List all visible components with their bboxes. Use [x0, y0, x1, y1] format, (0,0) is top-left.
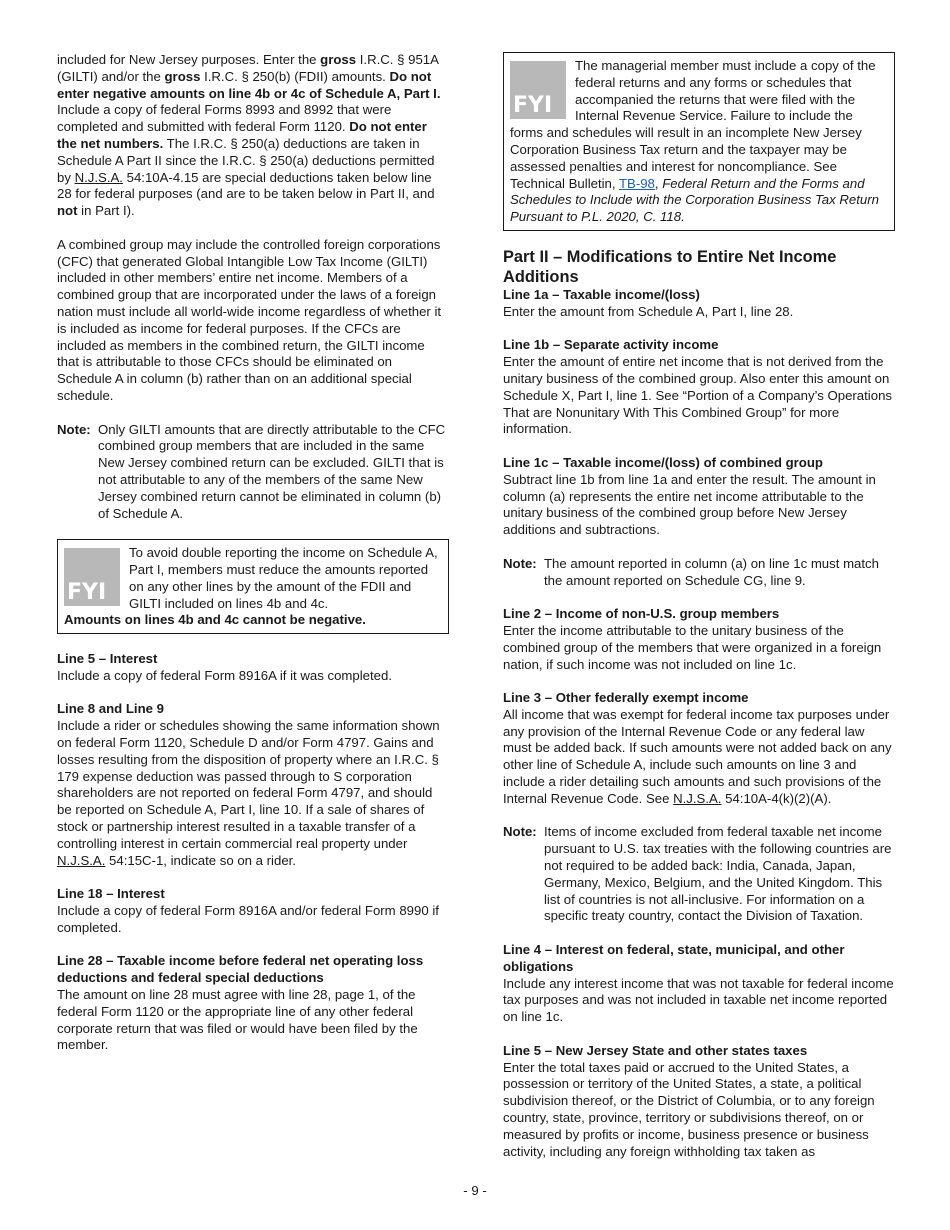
section-line-3 — [503, 690, 895, 808]
section-heading: Line 2 – Income of non-U.S. group members — [503, 606, 780, 622]
note-label: Note: — [503, 824, 537, 840]
note-label: Note: — [503, 555, 537, 571]
section-line-18-interest — [57, 886, 449, 936]
tb-98-link[interactable]: TB-98 — [618, 175, 655, 191]
fyi-box-federal-returns — [503, 52, 895, 231]
fyi-text: To avoid double reporting the income on Schedule A, Part I, members must reduce the amounts reported on any other lines by the amount of the FDII and GILTI included on lines 4b and 4c. — [129, 545, 438, 611]
section-text: Include any interest income that was not taxable for federal income tax purposes and was not included in taxable net income reported on line 1c. — [503, 975, 894, 1025]
section-line-28 — [57, 953, 449, 1054]
fyi-icon: FYI — [510, 61, 566, 119]
section-heading: Line 28 – Taxable income before federal net operating loss deductions and federal special deductions — [57, 953, 424, 986]
section-text: Include a copy of federal Form 8916A and/or federal Form 8990 if completed. — [57, 903, 439, 935]
section-heading: Line 4 – Interest on federal, state, municipal, and other obligations — [503, 942, 845, 974]
combined-group-cfc-paragraph: A combined group may include the controlled foreign corporations (CFC) that generated Global Intangible Low Tax Income (GILTI) included in other members’ entire net income. Members of a combined group that are incorporated under the laws of a foreign nation must include all world-wide income regardless of whether it is included as income for federal purposes. If the CFCs are included as members in the combined return, the GILTI income that is attributable to those CFCs should be eliminated on Schedule A in column (b) rather than on an additional special schedule. — [57, 236, 442, 403]
fyi-box-double-reporting — [57, 539, 449, 634]
section-line-4 — [503, 942, 895, 1026]
section-line-2 — [503, 606, 895, 673]
section-text: All income that was exempt for federal income tax purposes under any provision of the Internal Revenue Code or any federal law must be added back. If such amounts were not added back on any other line of Schedule A, include such amounts on line 3 and include a rider detailing such amounts and such provisions of the Internal Revenue Code. See N.J.S.A. 54:10A-4(k)(2)(A). — [503, 706, 892, 806]
part-2-subtitle: Additions — [503, 267, 579, 286]
section-line-1b — [503, 337, 895, 438]
section-text: The amount on line 28 must agree with line 28, page 1, of the federal Form 1120 or the appropriate line of any other federal corporate return that was filed or would have been filed by the member. — [57, 987, 418, 1053]
gilti-note — [57, 422, 449, 523]
section-text: Include a rider or schedules showing the same information shown on federal Form 1120, Schedule D and/or Form 4797. Gains and losses resulting from the disposition of property where an I.R.C. § 179 expense deduction was passed through to S corporation shareholders are not reported on federal Form 4797, and should be reported on Schedule A, Part I, line 10. If a sale of shares of stock or partnership interest resulted in a taxable transfer of a controlling interest in certain commercial real property under N.J.S.A. 54:15C-1, indicate so on a rider. — [57, 718, 440, 868]
section-text: Enter the amount from Schedule A, Part I, line 28. — [503, 303, 794, 319]
section-text: Enter the income attributable to the unitary business of the combined group of the members that were organized in a foreign nation, if such income was not included on line 1c. — [503, 622, 882, 672]
section-heading: Line 5 – Interest — [57, 651, 158, 667]
fyi-bold-text: Amounts on lines 4b and 4c cannot be negative. — [64, 612, 366, 628]
section-line-5-interest — [57, 651, 449, 685]
line-1c-note — [503, 556, 895, 590]
section-text: Include a copy of federal Form 8916A if it was completed. — [57, 667, 392, 683]
section-text: Subtract line 1b from line 1a and enter the result. The amount in column (a) represents the entire net income attributable to the unitary business of the combined group before New Jersey additions and subtractions. — [503, 471, 876, 538]
right-column — [503, 52, 895, 1177]
section-line-1c — [503, 455, 895, 539]
note-text: The amount reported in column (a) on line 1c must match the amount reported on Schedule CG, line 9. — [544, 555, 879, 588]
section-heading: Line 1c – Taxable income/(loss) of combined group — [503, 454, 823, 470]
section-text: Enter the total taxes paid or accrued to the United States, a possession or territory of the United States, a state, a political subdivision thereof, or the District of Columbia, or to any foreign country, state, province, territory or subdivisions thereof, on or measured by profits or income, business presence or business activity, including any foreign withholding tax taken as — [503, 1059, 875, 1159]
section-heading: Line 8 and Line 9 — [57, 701, 164, 717]
treaty-note — [503, 824, 895, 925]
note-label: Note: — [57, 421, 91, 437]
part-2-title: Part II – Modifications to Entire Net Income — [503, 247, 837, 266]
section-heading: Line 1b – Separate activity income — [503, 337, 719, 353]
page-number: - 9 - — [463, 1183, 487, 1198]
section-heading: Line 5 – New Jersey State and other states taxes — [503, 1042, 808, 1058]
section-line-8-9 — [57, 701, 449, 869]
gilti-fdii-paragraph: included for New Jersey purposes. Enter the gross I.R.C. § 951A (GILTI) and/or the gross I.R.C. § 250(b) (FDII) amounts. Do not enter negative amounts on line 4b or 4c of Schedule A, Part I. Include a copy of federal Forms 8993 and 8992 that were completed and submitted with federal Form 1120. Do not enter the net numbers. The I.R.C. § 250(a) deductions are taken in Schedule A Part II since the I.R.C. § 250(a) deductions permitted by N.J.S.A. 54:10A-4.15 are special deductions taken below line 28 for federal purposes (and are to be taken below in Part II, and not in Part I). — [57, 52, 441, 219]
section-line-5-taxes — [503, 1043, 895, 1161]
fyi-icon: FYI — [64, 548, 120, 606]
section-heading: Line 3 – Other federally exempt income — [503, 690, 749, 706]
left-column — [57, 52, 449, 1071]
section-heading: Line 1a – Taxable income/(loss) — [503, 286, 700, 302]
note-text: Items of income excluded from federal taxable net income pursuant to U.S. tax treaties with the following countries are not required to be added back: India, Canada, Japan, Germany, Mexico, Belgium, and the United Kingdom. This list of countries is not all-inclusive. For information on a specific treaty country, contact the Division of Taxation. — [544, 824, 892, 924]
fyi-text: The managerial member must include a copy of the federal returns and any forms or schedules that accompanied the returns that were filed with the Internal Revenue Service. Failure to include the forms and schedules will result in an incomplete New Jersey Corporation Business Tax return and the taxpayer may be assessed penalties and interest for noncompliance. See Technical Bulletin, TB-98, Federal Return and the Forms and Schedules to Include with the Corporation Business Tax Return Pursuant to P.L. 2020, C. 118. — [510, 58, 879, 225]
section-line-1a — [503, 287, 895, 321]
section-text: Enter the amount of entire net income that is not derived from the unitary business of the combined group. Also enter this amount on Schedule X, Part I, line 1. See “Portion of a Company’s Operations That are Nonunitary With This Combined Group” for more information. — [503, 354, 892, 437]
section-heading: Line 18 – Interest — [57, 886, 165, 902]
note-text: Only GILTI amounts that are directly attributable to the CFC combined group members that are included in the same New Jersey combined return can be excluded. GILTI that is not attributable to any of the members of the same New Jersey combined return cannot be eliminated in column (b) of Schedule A. — [98, 421, 446, 521]
